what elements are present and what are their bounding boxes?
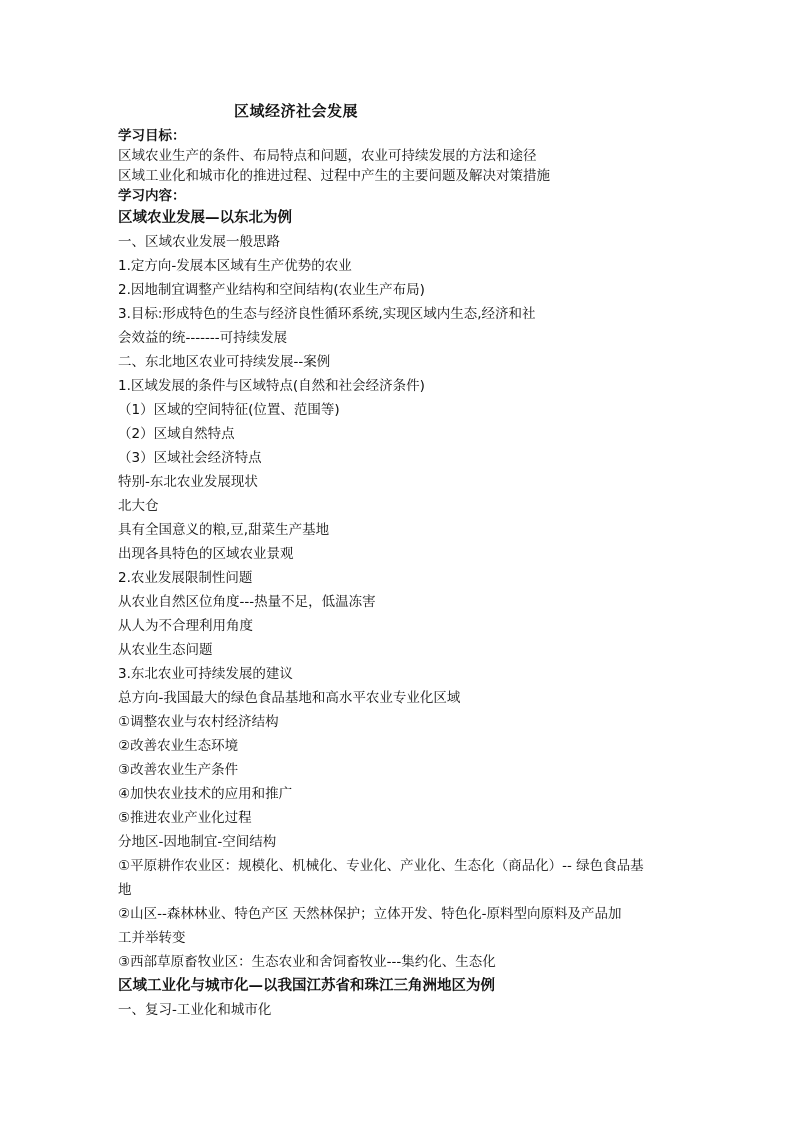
text-line: 从农业生态问题	[118, 642, 213, 658]
text-line: 具有全国意义的粮,豆,甜菜生产基地	[118, 522, 330, 538]
text-line: （3）区域社会经济特点	[118, 450, 262, 466]
text-line: 从农业自然区位角度---热量不足，低温冻害	[118, 594, 376, 610]
text-line: 分地区-因地制宜-空间结构	[118, 834, 277, 850]
text-line: 1.区域发展的条件与区域特点(自然和社会经济条件)	[118, 378, 425, 394]
content-heading: 学习内容：	[118, 188, 186, 204]
objectives-block	[118, 126, 678, 206]
text-line: 二、东北地区农业可持续发展--案例	[118, 354, 331, 370]
text-line: ②改善农业生态环境	[118, 738, 239, 754]
text-line: ④加快农业技术的应用和推广	[118, 786, 293, 802]
text-line: 3.目标:形成特色的生态与经济良性循环系统,实现区域内生态,经济和社	[118, 306, 536, 322]
objectives-heading: 学习目标：	[118, 128, 186, 144]
text-line: 工并举转变	[118, 930, 186, 946]
text-line: ①平原耕作农业区：规模化、机械化、专业化、产业化、生态化（商品化）-- 绿色食品基	[118, 858, 644, 874]
objective-item: 区域农业生产的条件、布局特点和问题，农业可持续发展的方法和途径	[118, 148, 537, 164]
text-line: 一、区域农业发展一般思路	[118, 234, 280, 250]
objective-item: 区域工业化和城市化的推进过程、过程中产生的主要问题及解决对策措施	[118, 168, 550, 184]
text-line: ③西部草原畜牧业区：生态农业和舍饲畜牧业---集约化、生态化	[118, 954, 496, 970]
text-line: 会效益的统-------可持续发展	[118, 330, 288, 346]
section-heading: 区域农业发展—以东北为例	[118, 210, 292, 226]
section-agriculture	[118, 206, 678, 974]
text-line: （1）区域的空间特征(位置、范围等)	[118, 402, 340, 418]
text-line: 总方向-我国最大的绿色食品基地和高水平农业专业化区域	[118, 690, 461, 706]
document-body	[118, 126, 678, 1022]
text-line: ①调整农业与农村经济结构	[118, 714, 279, 730]
text-line: 地	[118, 882, 132, 898]
text-line: 北大仓	[118, 498, 159, 514]
text-line: 1.定方向-发展本区域有生产优势的农业	[118, 258, 352, 274]
text-line: ③改善农业生产条件	[118, 762, 239, 778]
text-line: ②山区--森林林业、特色产区 天然林保护；立体开发、特色化-原料型向原料及产品加	[118, 906, 622, 922]
text-line: 3.东北农业可持续发展的建议	[118, 666, 293, 682]
section-industrialization	[118, 974, 678, 1022]
text-line: ⑤推进农业产业化过程	[118, 810, 252, 826]
text-line: 2.农业发展限制性问题	[118, 570, 253, 586]
document-title: 区域经济社会发展	[234, 102, 359, 120]
text-line: 一、复习-工业化和城市化	[118, 1002, 272, 1018]
text-line: （2）区域自然特点	[118, 426, 235, 442]
text-line: 特别-东北农业发展现状	[118, 474, 258, 490]
text-line: 出现各具特色的区域农业景观	[118, 546, 294, 562]
text-line: 2.因地制宜调整产业结构和空间结构(农业生产布局)	[118, 282, 425, 298]
section-heading: 区域工业化与城市化—以我国江苏省和珠江三角洲地区为例	[118, 978, 495, 994]
text-line: 从人为不合理利用角度	[118, 618, 253, 634]
